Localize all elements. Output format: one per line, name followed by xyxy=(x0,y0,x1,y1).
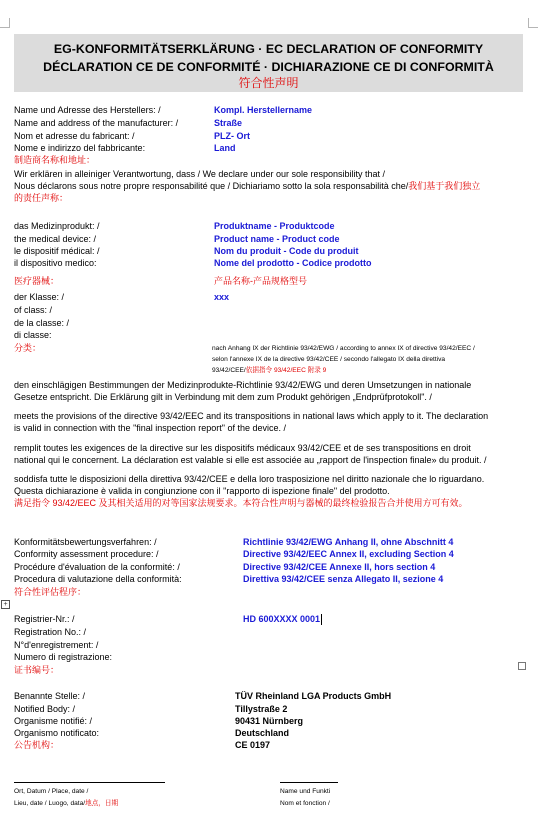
device-name-cn: 产品名称-产品规格型号 xyxy=(214,276,307,286)
manufacturer-label: Nome e indirizzo del fabbricante: xyxy=(14,143,146,153)
notified-body-ce-number: CE 0197 xyxy=(235,740,271,750)
manufacturer-label: Name und Adresse des Herstellers: / xyxy=(14,105,161,115)
declaration-text: Wir erklären in alleiniger Verantwortung, dass / We declare under our sole responsibility that / xyxy=(14,169,386,179)
registration-label: Registration No.: / xyxy=(14,627,87,637)
annex-reference-cn: 依据指令 93/42/EEC 附录 9 xyxy=(245,367,327,374)
device-name-fr: Nom du produit - Code du produit xyxy=(214,246,359,256)
compliance-text-en: is valid in connection with the "final inspection report" of the device. / xyxy=(14,423,287,433)
manufacturer-label: Name and address of the manufacturer: / xyxy=(14,118,179,128)
device-name-de: Produktname - Produktcode xyxy=(214,221,335,231)
notified-body-name: TÜV Rheinland LGA Products GmbH xyxy=(235,691,392,701)
compliance-text-it: soddisfa tutte le disposizioni della direttiva 93/42/CEE e della loro trasposizione nel diritto nazionale che lo riguardano. xyxy=(14,474,485,484)
notified-body-city: 90431 Nürnberg xyxy=(235,716,304,726)
signature-line-place-date xyxy=(14,782,165,783)
device-name-it: Nome del prodotto - Codice prodotto xyxy=(214,258,372,268)
manufacturer-street: Straße xyxy=(214,118,243,128)
declaration-text-cn: 的责任声称： xyxy=(14,193,69,203)
notified-body-label: Organismo notificato: xyxy=(14,728,100,738)
registration-label-cn: 证书编号： xyxy=(14,665,60,675)
class-label: der Klasse: / xyxy=(14,292,65,302)
declaration-text-cn: 我们基于我们独立 xyxy=(408,181,481,191)
notified-body-country: Deutschland xyxy=(235,728,290,738)
manufacturer-country: Land xyxy=(214,143,236,153)
declaration-text-fr-it: Nous déclarons sous notre propre responsabilité que / Dichiariamo sotto la sola responsabilità che/ xyxy=(14,181,409,191)
name-function-label: Nom et fonction / xyxy=(280,800,330,807)
declaration-text xyxy=(14,181,480,192)
place-date-label: Ort, Datum / Place, date / xyxy=(14,788,89,795)
registration-label: N°d'enregistrement: / xyxy=(14,640,99,650)
procedure-label-cn: 符合性评估程序： xyxy=(14,587,87,597)
compliance-text-de: Gesetze entspricht. Die Erklärung gilt in Verbindung mit dem zum Produkt gehörigen „Endprüfprotokoll". / xyxy=(14,392,432,402)
procedure-label: Konformitätsbewertungsverfahren: / xyxy=(14,537,157,547)
procedure-value-en: Directive 93/42/EEC Annex II, excluding Section 4 xyxy=(243,549,454,559)
procedure-label: Procedura di valutazione della conformità: xyxy=(14,574,182,584)
device-label-cn: 医疗器械： xyxy=(14,276,60,286)
page-corner-mark xyxy=(0,18,10,28)
notified-body-label: Benannte Stelle: / xyxy=(14,691,86,701)
place-date-label xyxy=(14,800,118,808)
device-label: the medical device: / xyxy=(14,234,97,244)
page-title: EG-KONFORMITÄTSERKLÄRUNG · EC DECLARATION OF CONFORMITY xyxy=(53,42,484,56)
manufacturer-label: Nom et adresse du fabricant: / xyxy=(14,131,135,141)
place-date-label-cn: 地点，日期 xyxy=(85,800,119,807)
annex-reference-black: 93/42/CEE/ xyxy=(212,367,246,374)
place-date-label-black: Lieu, date / Luogo, data/ xyxy=(14,800,86,807)
device-name-en: Product name - Product code xyxy=(214,234,340,244)
procedure-value-de: Richtlinie 93/42/EWG Anhang II, ohne Abschnitt 4 xyxy=(243,537,454,547)
procedure-value-fr: Directive 93/42/CEE Annexe II, hors section 4 xyxy=(243,562,436,572)
notified-body-street: Tillystraße 2 xyxy=(235,704,288,714)
procedure-label: Procédure d'évaluation de la conformité: / xyxy=(14,562,180,572)
class-label: of class: / xyxy=(14,305,53,315)
annex-reference: nach Anhang IX der Richtlinie 93/42/EWG / according to annex IX of directive 93/42/EEC / xyxy=(212,345,475,352)
manufacturer-city: PLZ- Ort xyxy=(214,131,250,141)
annex-reference: selon l'annexe IX de la directive 93/42/CEE / secondo l'allegato IX della direttiva xyxy=(212,356,446,363)
compliance-text-fr: national qui le concernent. La déclaration est valable si elle est associée au „rapport de l'inspection finale» du produit. / xyxy=(14,455,487,465)
class-label: de la classe: / xyxy=(14,318,70,328)
procedure-value-it: Direttiva 93/42/CEE senza Allegato II, sezione 4 xyxy=(243,574,444,584)
notified-body-label: Organisme notifié: / xyxy=(14,716,93,726)
page-corner-mark xyxy=(528,18,538,28)
compliance-text-fr: remplit toutes les exigences de la directive sur les dispositifs médicaux 93/42/CEE et de ses transpositions en droit xyxy=(14,443,471,453)
page-title-cn: 符合性声明 xyxy=(238,76,299,90)
signature-line-name-function xyxy=(280,782,338,783)
registration-label: Registrier-Nr.: / xyxy=(14,614,75,624)
table-move-handle[interactable]: + xyxy=(1,600,10,609)
registration-number[interactable]: HD 600XXXX 0001 xyxy=(243,614,321,624)
notified-body-label: Notified Body: / xyxy=(14,704,76,714)
device-label: il dispositivo medico: xyxy=(14,258,97,268)
table-resize-handle[interactable] xyxy=(518,662,526,670)
device-label: das Medizinprodukt: / xyxy=(14,221,100,231)
registration-label: Numero di registrazione: xyxy=(14,652,113,662)
name-function-label: Name und Funkti xyxy=(280,788,331,795)
manufacturer-label-cn: 制造商名称和地址： xyxy=(14,155,96,165)
class-label-cn: 分类： xyxy=(14,343,42,353)
page-title-secondary: DÉCLARATION CE DE CONFORMITÉ · DICHIARAZIONE CE DI CONFORMITÀ xyxy=(43,60,494,74)
compliance-text-cn: 满足指令 93/42/EEC 及其相关适用的对等国家法规要求。本符合性声明与器械的最终检验报告合并使用方可有效。 xyxy=(14,498,468,508)
class-value: xxx xyxy=(214,292,230,302)
compliance-text-it: Questa dichiarazione è valida in congiunzione con il "rapporto di ispezione finale" del prodotto. xyxy=(14,486,390,496)
compliance-text-de: den einschlägigen Bestimmungen der Medizinprodukte-Richtlinie 93/42/EWG und deren Umsetzungen in nationale xyxy=(14,380,472,390)
procedure-label: Conformity assessment procedure: / xyxy=(14,549,159,559)
manufacturer-name: Kompl. Herstellername xyxy=(214,105,313,115)
device-label: le dispositif médical: / xyxy=(14,246,100,256)
compliance-text-en: meets the provisions of the directive 93/42/EEC and its transpositions in national laws which apply to it. The declaration xyxy=(14,411,489,421)
class-label: di classe: xyxy=(14,330,52,340)
notified-body-label-cn: 公告机构： xyxy=(14,740,60,750)
annex-reference xyxy=(212,367,326,375)
